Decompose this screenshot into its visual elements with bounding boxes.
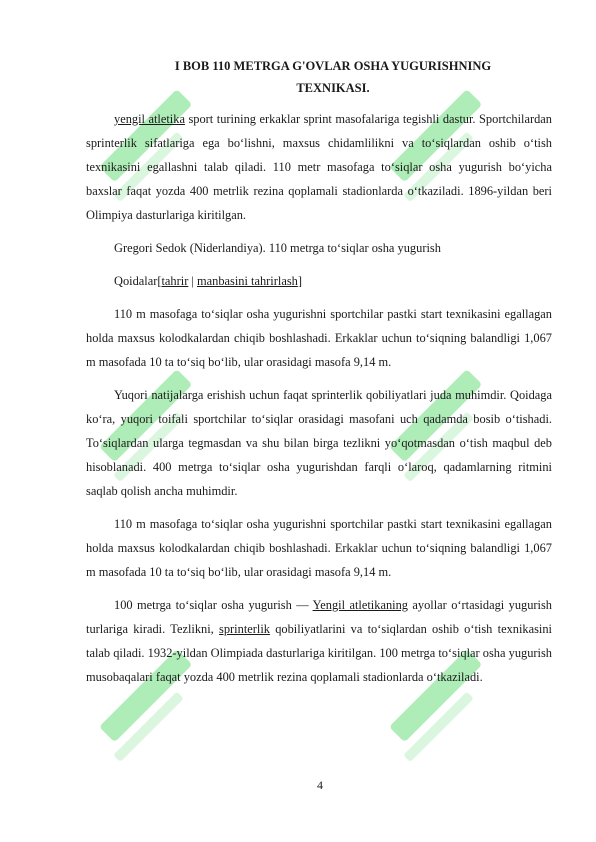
link-yengil-atletikaning[interactable]: Yengil atletikaning (312, 598, 408, 612)
paragraph-6 (86, 512, 552, 584)
paragraph-1 (86, 107, 552, 227)
paragraph-5 (86, 383, 552, 503)
paragraph-2 (86, 236, 552, 260)
paragraph-7-part-3: qobiliyatlarini va to‘siqlardan oshib o‘tish texnikasini talab qiladi. 1932-yildan Olimpiada dasturlariga kiritilgan. 100 metrga to‘siqlar osha yugurish musobaqalari faqat yozda 400 metrlik rezina qoplamali stadionlarda o‘tkaziladi. (86, 622, 553, 684)
paragraph-5-text: Yuqori natijalarga erishish uchun faqat sprinterlik qobiliyatlari juda muhimdir. Qoidaga ko‘ra, yuqori toifali sportchilar to‘siqlar orasidagi masofani uch qadamda bosib o‘tishadi. To‘siqlardan ularga tegmasdan va shu bilan birga tezlikni yo‘qotmasdan o‘tish maqbul deb hisoblanadi. 400 metrga to‘siqlar osha yugurishdan farqli o‘laroq, qadamlarning ritmini saqlab qolish ancha muhimdir. (86, 388, 552, 498)
chapter-heading (86, 55, 552, 99)
rules-separator: | (188, 274, 198, 288)
paragraph-7-part-2: ayollar o‘rtasidagi yugurish turlariga kiradi. Tezlikni, (86, 598, 552, 636)
paragraph-7-part-1: 100 metrga to‘siqlar osha yugurish — (114, 598, 313, 612)
paragraph-6-text: 110 m masofaga to‘siqlar osha yugurishni sportchilar pastki start texnikasini egallagan holda maxsus kolodkalardan chiqib boshlashadi. Erkaklar uchun to‘siqning balandligi 1,067 m masofada 10 ta to‘siq bo‘lib, ular orasidagi masofa 9,14 m. (86, 517, 552, 579)
document-body (86, 55, 552, 698)
link-yengil-atletika[interactable]: yengil atletika (114, 112, 185, 126)
link-manbasini-tahrirlash[interactable]: manbasini tahrirlash (197, 274, 298, 288)
paragraph-4-text: 110 m masofaga to‘siqlar osha yugurishni sportchilar pastki start texnikasini egallagan holda maxsus kolodkalardan chiqib boshlashadi. Erkaklar uchun to‘siqning balandligi 1,067 m masofada 10 ta to‘siq bo‘lib, ular orasidagi masofa 9,14 m. (86, 307, 552, 369)
paragraph-7 (86, 593, 552, 689)
paragraph-4 (86, 302, 552, 374)
rules-suffix: ] (297, 274, 302, 288)
paragraph-1-text: sport turining erkaklar sprint masofalariga tegishli dastur. Sportchilardan sprinterlik sifatlariga ega bo‘lishni, maxsus chidamlilikni va to‘siqlardan oshib o‘tish texnikasini egallashni talab qiladi. 110 metr masofaga to‘siqlar osha yugurish bo‘yicha baxslar faqat yozda 400 metrlik rezina qoplamali stadionlarda o‘tkaziladi. 1896-yildan beri Olimpiya dasturlariga kiritilgan. (86, 112, 552, 222)
paragraph-2-text: Gregori Sedok (Niderlandiya). 110 metrga to‘siqlar osha yugurish (114, 241, 441, 255)
heading-line-2: TEXNIKASI. (296, 81, 370, 95)
heading-line-1: I BOB 110 METRGA G'OVLAR OSHA YUGURISHNING (174, 59, 492, 73)
rules-prefix: Qoidalar[ (114, 274, 162, 288)
paragraph-3 (86, 269, 552, 293)
link-sprinterlik[interactable]: sprinterlik (219, 622, 270, 636)
page-number: 4 (317, 778, 323, 792)
link-tahrir[interactable]: tahrir (161, 274, 189, 288)
